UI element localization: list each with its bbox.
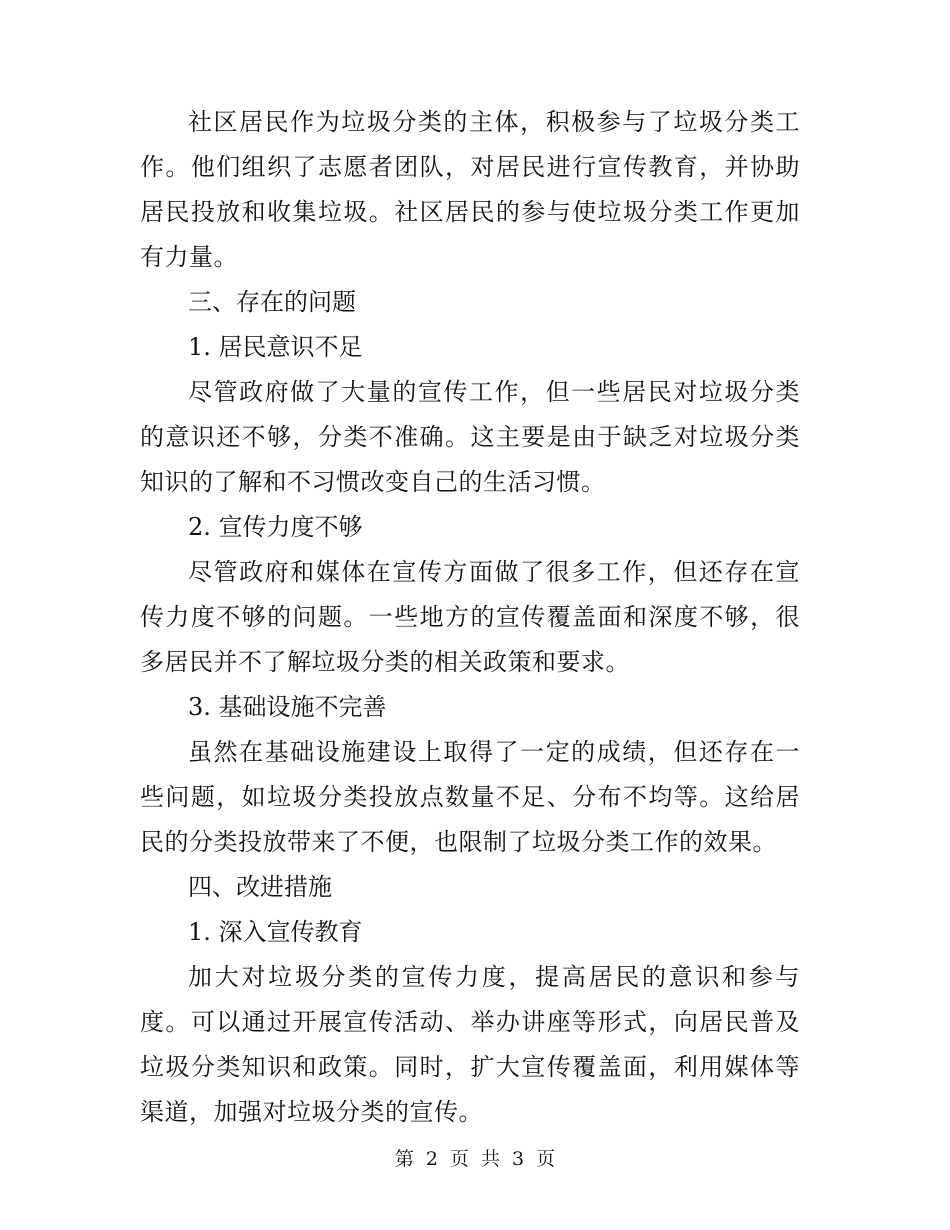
paragraph-infrastructure: 虽然在基础设施建设上取得了一定的成绩，但还存在一些问题，如垃圾分类投放点数量不足、分布不均等。这给居民的分类投放带来了不便，也限制了垃圾分类工作的效果。 xyxy=(140,738,800,856)
subheading-publicity: 2. 宣传力度不够 xyxy=(188,513,363,541)
section-heading-problems: 三、存在的问题 xyxy=(188,288,356,316)
paragraph-publicity: 尽管政府和媒体在宣传方面做了很多工作，但还存在宣传力度不够的问题。一些地方的宣传覆盖面和深度不够，很多居民并不了解垃圾分类的相关政策和要求。 xyxy=(140,558,800,676)
paragraph-awareness: 尽管政府做了大量的宣传工作，但一些居民对垃圾分类的意识还不够，分类不准确。这主要是由于缺乏对垃圾分类知识的了解和不习惯改变自己的生活习惯。 xyxy=(140,378,800,496)
section-heading-improvements: 四、改进措施 xyxy=(188,873,332,901)
document-body xyxy=(140,100,800,1135)
subheading-awareness: 1. 居民意识不足 xyxy=(188,333,363,361)
subheading-education: 1. 深入宣传教育 xyxy=(188,918,363,946)
subheading-infrastructure: 3. 基础设施不完善 xyxy=(188,693,387,721)
paragraph-education: 加大对垃圾分类的宣传力度，提高居民的意识和参与度。可以通过开展宣传活动、举办讲座等形式，向居民普及垃圾分类知识和政策。同时，扩大宣传覆盖面，利用媒体等渠道，加强对垃圾分类的宣传。 xyxy=(140,963,800,1126)
paragraph-community-residents: 社区居民作为垃圾分类的主体，积极参与了垃圾分类工作。他们组织了志愿者团队，对居民进行宣传教育，并协助居民投放和收集垃圾。社区居民的参与使垃圾分类工作更加有力量。 xyxy=(140,108,800,271)
page-number-footer: 第 2 页 共 3 页 xyxy=(394,1148,556,1170)
